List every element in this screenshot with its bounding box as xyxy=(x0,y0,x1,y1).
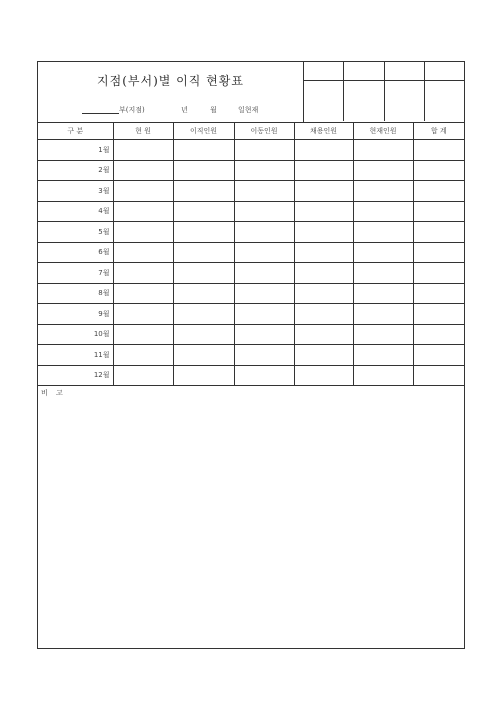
table-cell[interactable] xyxy=(353,283,413,304)
table-row xyxy=(38,365,464,386)
approval-sign-cell[interactable] xyxy=(304,81,344,121)
turnover-status-form xyxy=(37,61,465,649)
table-cell[interactable] xyxy=(234,222,294,243)
table-cell[interactable] xyxy=(413,365,464,386)
table-cell[interactable] xyxy=(353,324,413,345)
table-cell[interactable] xyxy=(234,160,294,181)
table-cell[interactable] xyxy=(234,365,294,386)
table-row xyxy=(38,304,464,325)
table-cell[interactable] xyxy=(353,242,413,263)
table-cell[interactable] xyxy=(234,263,294,284)
table-cell[interactable] xyxy=(353,140,413,161)
table-cell[interactable] xyxy=(413,304,464,325)
approval-sign-cell[interactable] xyxy=(385,81,425,121)
table-cell[interactable] xyxy=(353,201,413,222)
remarks-label: 비 고 xyxy=(41,389,66,397)
approval-title-cell[interactable] xyxy=(385,62,425,80)
table-cell[interactable] xyxy=(234,324,294,345)
month-label: 월 xyxy=(210,106,217,114)
table-cell[interactable] xyxy=(413,283,464,304)
table-cell[interactable] xyxy=(413,263,464,284)
column-header: 구 분 xyxy=(38,122,113,140)
table-row xyxy=(38,160,464,181)
table-cell[interactable] xyxy=(173,160,234,181)
table-cell[interactable] xyxy=(353,263,413,284)
month-label: 5월 xyxy=(38,222,113,243)
table-cell[interactable] xyxy=(234,345,294,366)
month-label: 2월 xyxy=(38,160,113,181)
month-label: 6월 xyxy=(38,242,113,263)
as-of-label: 일현재 xyxy=(238,106,259,114)
table-cell[interactable] xyxy=(113,140,173,161)
table-cell[interactable] xyxy=(173,345,234,366)
column-header: 현 원 xyxy=(113,122,173,140)
column-header: 채용인원 xyxy=(294,122,353,140)
table-row xyxy=(38,242,464,263)
table-cell[interactable] xyxy=(173,283,234,304)
table-cell[interactable] xyxy=(413,242,464,263)
table-cell[interactable] xyxy=(113,365,173,386)
approval-title-cell[interactable] xyxy=(304,62,344,80)
table-cell[interactable] xyxy=(113,345,173,366)
table-cell[interactable] xyxy=(113,201,173,222)
approval-title-cell[interactable] xyxy=(425,62,464,80)
month-label: 12월 xyxy=(38,365,113,386)
table-cell[interactable] xyxy=(294,160,353,181)
table-cell[interactable] xyxy=(173,201,234,222)
table-row xyxy=(38,181,464,202)
table-cell[interactable] xyxy=(353,181,413,202)
column-header: 합 계 xyxy=(413,122,464,140)
table-cell[interactable] xyxy=(113,242,173,263)
table-row xyxy=(38,324,464,345)
table-cell[interactable] xyxy=(294,263,353,284)
approval-sign-cell[interactable] xyxy=(425,81,464,121)
table-cell[interactable] xyxy=(113,160,173,181)
table-cell[interactable] xyxy=(113,304,173,325)
dept-blank-line[interactable] xyxy=(82,113,119,114)
table-cell[interactable] xyxy=(294,181,353,202)
table-cell[interactable] xyxy=(173,365,234,386)
month-label: 3월 xyxy=(38,181,113,202)
table-row xyxy=(38,140,464,161)
month-label: 4월 xyxy=(38,201,113,222)
approval-boxes xyxy=(303,62,464,122)
table-cell[interactable] xyxy=(173,263,234,284)
month-label: 7월 xyxy=(38,263,113,284)
approval-sign-cell[interactable] xyxy=(344,81,384,121)
column-header: 이동인원 xyxy=(234,122,294,140)
table-cell[interactable] xyxy=(113,324,173,345)
dept-label: 부(지점) xyxy=(119,106,145,114)
monthly-turnover-table xyxy=(38,122,464,386)
month-label: 1월 xyxy=(38,140,113,161)
table-header-row xyxy=(38,122,464,140)
column-header: 이직인원 xyxy=(173,122,234,140)
table-cell[interactable] xyxy=(173,140,234,161)
table-cell[interactable] xyxy=(294,304,353,325)
table-cell[interactable] xyxy=(413,140,464,161)
table-cell[interactable] xyxy=(234,283,294,304)
table-cell[interactable] xyxy=(234,181,294,202)
column-header: 현재인원 xyxy=(353,122,413,140)
table-cell[interactable] xyxy=(234,242,294,263)
table-row xyxy=(38,201,464,222)
month-label: 11월 xyxy=(38,345,113,366)
table-row xyxy=(38,345,464,366)
table-cell[interactable] xyxy=(234,304,294,325)
month-label: 9월 xyxy=(38,304,113,325)
month-label: 8월 xyxy=(38,283,113,304)
table-cell[interactable] xyxy=(294,222,353,243)
table-cell[interactable] xyxy=(413,222,464,243)
table-row xyxy=(38,222,464,243)
form-title: 지점(부서)별 이직 현황표 xyxy=(97,74,244,88)
table-cell[interactable] xyxy=(413,160,464,181)
table-cell[interactable] xyxy=(353,160,413,181)
year-label: 년 xyxy=(181,106,188,114)
table-row xyxy=(38,283,464,304)
table-cell[interactable] xyxy=(353,345,413,366)
table-cell[interactable] xyxy=(294,345,353,366)
table-cell[interactable] xyxy=(413,201,464,222)
table-cell[interactable] xyxy=(294,242,353,263)
month-label: 10월 xyxy=(38,324,113,345)
table-cell[interactable] xyxy=(294,365,353,386)
table-row xyxy=(38,263,464,284)
table-cell[interactable] xyxy=(413,345,464,366)
table-cell[interactable] xyxy=(353,222,413,243)
table-cell[interactable] xyxy=(113,283,173,304)
table-cell[interactable] xyxy=(353,365,413,386)
table-cell[interactable] xyxy=(294,283,353,304)
table-cell[interactable] xyxy=(173,324,234,345)
table-cell[interactable] xyxy=(173,242,234,263)
table-cell[interactable] xyxy=(173,304,234,325)
table-cell[interactable] xyxy=(294,324,353,345)
table-cell[interactable] xyxy=(113,263,173,284)
approval-title-cell[interactable] xyxy=(344,62,384,80)
table-cell[interactable] xyxy=(173,181,234,202)
table-cell[interactable] xyxy=(113,181,173,202)
table-cell[interactable] xyxy=(234,140,294,161)
table-cell[interactable] xyxy=(413,324,464,345)
table-cell[interactable] xyxy=(294,201,353,222)
table-cell[interactable] xyxy=(413,181,464,202)
table-cell[interactable] xyxy=(294,140,353,161)
form-header xyxy=(38,62,464,123)
table-cell[interactable] xyxy=(353,304,413,325)
table-cell[interactable] xyxy=(113,222,173,243)
table-cell[interactable] xyxy=(173,222,234,243)
table-cell[interactable] xyxy=(234,201,294,222)
